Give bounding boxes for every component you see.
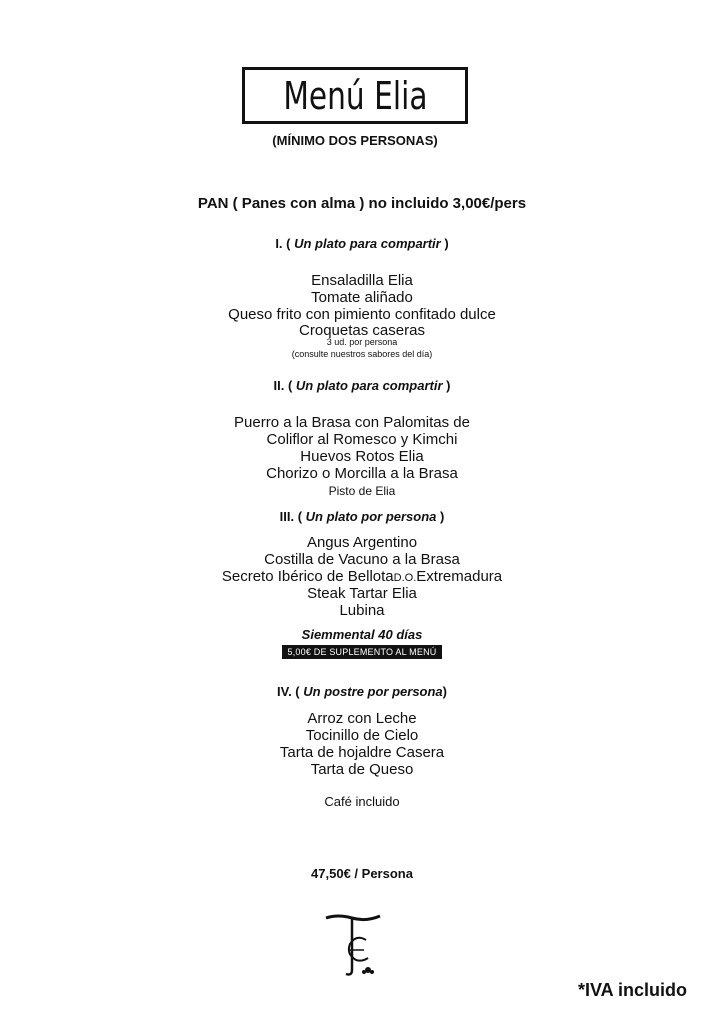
bread-note: PAN ( Panes con alma ) no incluido 3,00€/pers — [197, 195, 527, 212]
supplement-row — [0, 642, 724, 660]
section-1-item-2: Tomate aliñado — [311, 289, 413, 306]
section-1-item-4: Croquetas caseras — [299, 322, 425, 339]
section-3-heading: III. ( Un plato por persona ) — [279, 509, 445, 524]
section-4-item-3: Tarta de hojaldre Casera — [279, 744, 445, 761]
section-2-item-5: Pisto de Elia — [328, 484, 396, 498]
tc-monogram-icon — [318, 912, 388, 983]
section-2-item-1: Puerro a la Brasa con Palomitas de — [234, 414, 470, 431]
section-4-item-1: Arroz con Leche — [307, 710, 417, 727]
section-3-item-2: Costilla de Vacuno a la Brasa — [264, 551, 460, 568]
section-4-heading: IV. ( Un postre por persona) — [276, 684, 448, 699]
section-4-item-2: Tocinillo de Cielo — [305, 727, 419, 744]
section-2-item-4: Chorizo o Morcilla a la Brasa — [266, 465, 458, 482]
section-4-item-4: Tarta de Queso — [310, 761, 414, 778]
section-2-item-2: Coliflor al Romesco y Kimchi — [266, 431, 458, 448]
do-label: D.O. — [393, 572, 417, 584]
section-3-item-1: Angus Argentino — [306, 534, 418, 551]
tax-note: *IVA incluido — [578, 980, 688, 1000]
section-1-heading: I. ( Un plato para compartir ) — [275, 236, 449, 251]
section-3-item-5: Lubina — [339, 602, 385, 619]
section-1-note-1: 3 ud. por persona — [326, 337, 398, 347]
section-1-item-1: Ensaladilla Elia — [311, 272, 413, 289]
section-1-note-2: (consulte nuestros sabores del día) — [291, 349, 433, 359]
section-1-item-3: Queso frito con pimiento confitado dulce — [228, 306, 496, 323]
section-3-item-3: Secreto Ibérico de BellotaD.O.Extremadura — [221, 568, 503, 585]
menu-price: 47,50€ / Persona — [311, 866, 413, 881]
menu-title-box — [242, 67, 468, 124]
section-2-item-3: Huevos Rotos Elia — [300, 448, 424, 465]
section-2-heading: II. ( Un plato para compartir ) — [273, 378, 451, 393]
section-3-item-4: Steak Tartar Elia — [307, 585, 417, 602]
special-dish: Siemmental 40 días — [301, 627, 423, 642]
supplement-badge: 5,00€ DE SUPLEMENTO AL MENÚ — [282, 645, 443, 659]
menu-title: Menú Elia — [282, 73, 428, 118]
coffee-note: Café incluido — [324, 794, 400, 809]
menu-subtitle: (MÍNIMO DOS PERSONAS) — [272, 133, 438, 148]
